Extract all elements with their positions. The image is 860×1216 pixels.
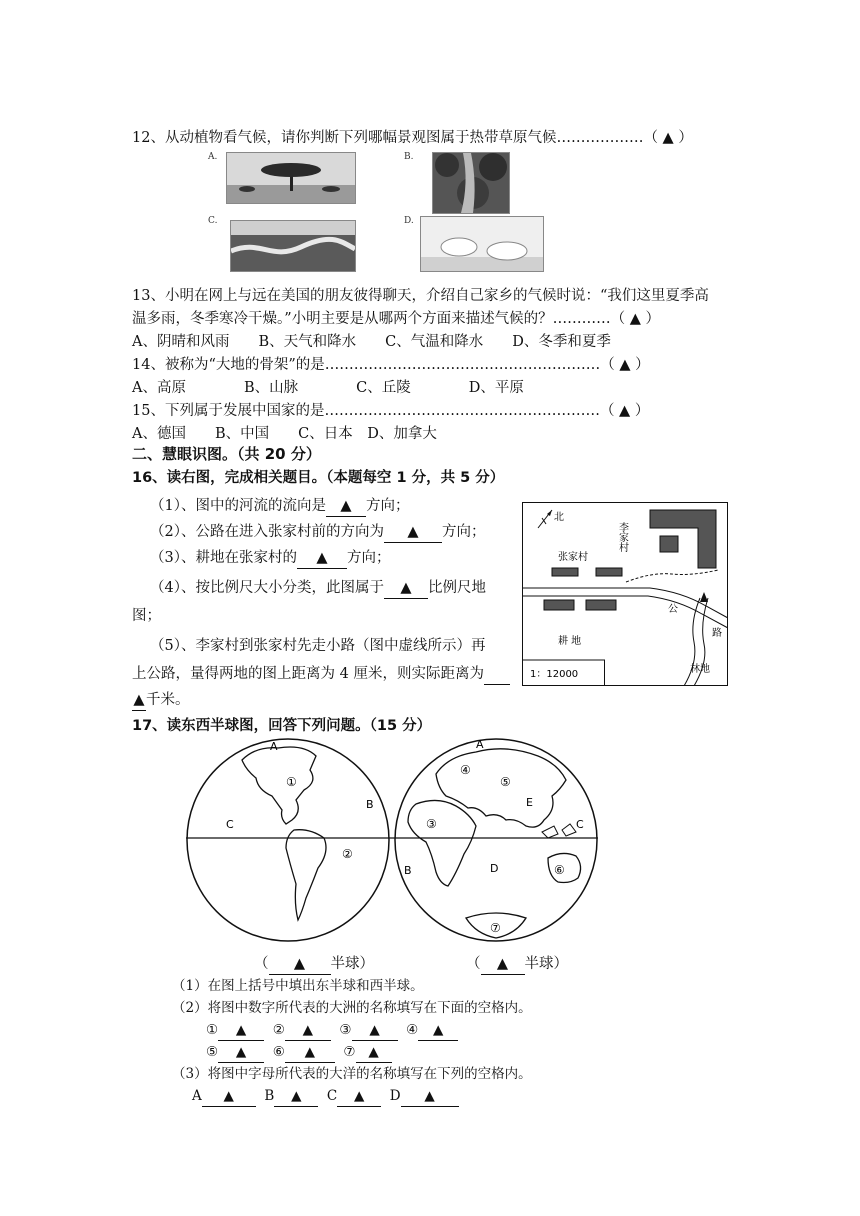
label-continent-2: ② [342, 847, 353, 861]
label-ocean-c-east: C [576, 818, 584, 831]
ocean-blanks-row: A ▲ B ▲ C ▲ D ▲ [192, 1086, 459, 1107]
pic-label-a: A. [208, 152, 218, 162]
label-continent-4: ④ [460, 763, 471, 777]
q16-s5c: ▲千米。 [132, 690, 190, 711]
q13-line2: 温多雨，冬季寒冷干燥。”小明主要是从哪两个方面来描述气候的？…………（ ▲ ） [132, 311, 661, 327]
q17-p1: （1）在图上括号中填出东半球和西半球。 [172, 978, 424, 994]
pic-label-d: D. [404, 216, 414, 226]
east-hemisphere-caption: （ ▲ 半球） [466, 954, 568, 975]
q16-s3: （3）、耕地在张家村的 ▲ 方向； [150, 548, 390, 569]
li-village-char: 李家村 [616, 522, 628, 552]
north-label: 北 [554, 512, 564, 523]
q13-line1: 13、小明在网上与远在美国的朋友彼得聊天，介绍自己家乡的气候时说：“我们这里夏季高 [132, 288, 709, 304]
answer-blank[interactable]: ▲ [356, 1042, 392, 1063]
zhang-village-building [552, 568, 578, 576]
label-continent-5: ⑤ [500, 775, 511, 789]
label-ocean-b-east: B [404, 864, 412, 877]
label-ocean-e-east: E [526, 796, 533, 809]
label-ocean-a-east: A [476, 738, 484, 751]
q12-text: 12、从动植物看气候，请你判断下列哪幅景观图属于热带草原气候………………（ ▲ ） [132, 130, 693, 146]
q17-title: 17、读东西半球图，回答下列问题。（15 分） [132, 718, 432, 734]
label-ocean-c-west: C [226, 818, 234, 831]
savanna-image [226, 152, 356, 204]
village-map [522, 502, 728, 686]
label-ocean-b-west: B [366, 798, 374, 811]
forest-label: 林地 [690, 664, 710, 675]
answer-blank[interactable]: ▲ [218, 1042, 264, 1063]
label-continent-1: ① [286, 775, 297, 789]
river-plain-image [230, 220, 356, 272]
q13-options: A、阴晴和风雨 B、天气和降水 C、气温和降水 D、冬季和夏季 [132, 334, 611, 350]
q17-p2: （2）将图中数字所代表的大洲的名称填写在下面的空格内。 [172, 1000, 532, 1016]
scale-label: 1：12000 [530, 669, 579, 680]
q16-s4c: 图； [132, 608, 161, 624]
road-gong-label: 公 [668, 604, 678, 615]
q16-title: 16、读右图，完成相关题目。（本题每空 1 分，共 5 分） [132, 470, 505, 486]
label-ocean-a-west: A [270, 740, 278, 753]
q16-s4: （4）、按比例尺大小分类，此图属于 ▲ 比例尺地 [150, 578, 486, 599]
label-continent-7: ⑦ [490, 921, 501, 935]
q16-s5: （5）、李家村到张家村先走小路（图中虚线所示）再 [150, 638, 486, 654]
answer-blank[interactable]: ▲ [384, 578, 428, 599]
polar-bear-image [420, 216, 544, 272]
q16-s2: （2）、公路在进入张家村前的方向为 ▲ 方向； [150, 522, 485, 543]
road-lu-label: 路 [712, 628, 722, 639]
zhang-village-building [596, 568, 622, 576]
section2-title: 二、慧眼识图。（共 20 分） [132, 445, 321, 463]
answer-blank[interactable]: ▲ [202, 1086, 256, 1107]
answer-blank[interactable]: ▲ [384, 522, 442, 543]
eastern-hemisphere [395, 739, 597, 941]
answer-blank[interactable]: ▲ [218, 1020, 264, 1041]
rainforest-image [432, 152, 510, 214]
label-continent-6: ⑥ [554, 863, 565, 877]
continent-blanks-row1: ① ▲ ② ▲ ③ ▲ ④ ▲ [206, 1020, 458, 1041]
continent-blanks-row2: ⑤ ▲ ⑥ ▲ ⑦ ▲ [206, 1042, 392, 1063]
q14-text: 14、被称为“大地的骨架”的是…………………………………………………（ ▲ ） [132, 357, 650, 373]
answer-blank[interactable]: ▲ [269, 954, 331, 975]
farmland-block [586, 600, 616, 610]
label-ocean-d-east: D [490, 862, 499, 875]
answer-blank[interactable]: ▲ [132, 690, 146, 711]
answer-blank[interactable]: ▲ [297, 548, 347, 569]
q16-s5b: 上公路，量得两地的图上距离为 4 厘米，则实际距离为 [132, 664, 510, 685]
farmland-block [544, 600, 574, 610]
answer-blank[interactable]: ▲ [285, 1020, 331, 1041]
q15-options: A、德国 B、中国 C、日本 D、加拿大 [132, 426, 437, 442]
li-village-building [660, 536, 678, 552]
answer-blank[interactable]: ▲ [481, 954, 525, 975]
q15-text: 15、下列属于发展中国家的是…………………………………………………（ ▲ ） [132, 403, 650, 419]
answer-blank[interactable]: ▲ [285, 1042, 335, 1063]
q16-s1: （1）、图中的河流的流向是 ▲ 方向； [150, 496, 409, 517]
pic-label-b: B. [404, 152, 414, 162]
label-continent-3: ③ [426, 817, 437, 831]
q14-options: A、高原 B、山脉 C、丘陵 D、平原 [132, 380, 524, 396]
answer-blank[interactable]: ▲ [326, 496, 366, 517]
answer-blank[interactable]: ▲ [418, 1020, 458, 1041]
west-hemisphere-caption: （ ▲ 半球） [254, 954, 374, 975]
farmland-label: 耕 地 [558, 636, 582, 647]
pic-label-c: C. [208, 216, 218, 226]
answer-blank[interactable]: ▲ [352, 1020, 398, 1041]
answer-blank[interactable]: ▲ [337, 1086, 381, 1107]
answer-blank[interactable]: ▲ [274, 1086, 318, 1107]
zhang-village-label: 张家村 [558, 552, 588, 563]
q17-p3: （3）将图中字母所代表的大洋的名称填写在下列的空格内。 [172, 1066, 532, 1082]
answer-blank[interactable]: ▲ [401, 1086, 459, 1107]
western-hemisphere [187, 739, 389, 941]
hemispheres-map [186, 734, 606, 948]
